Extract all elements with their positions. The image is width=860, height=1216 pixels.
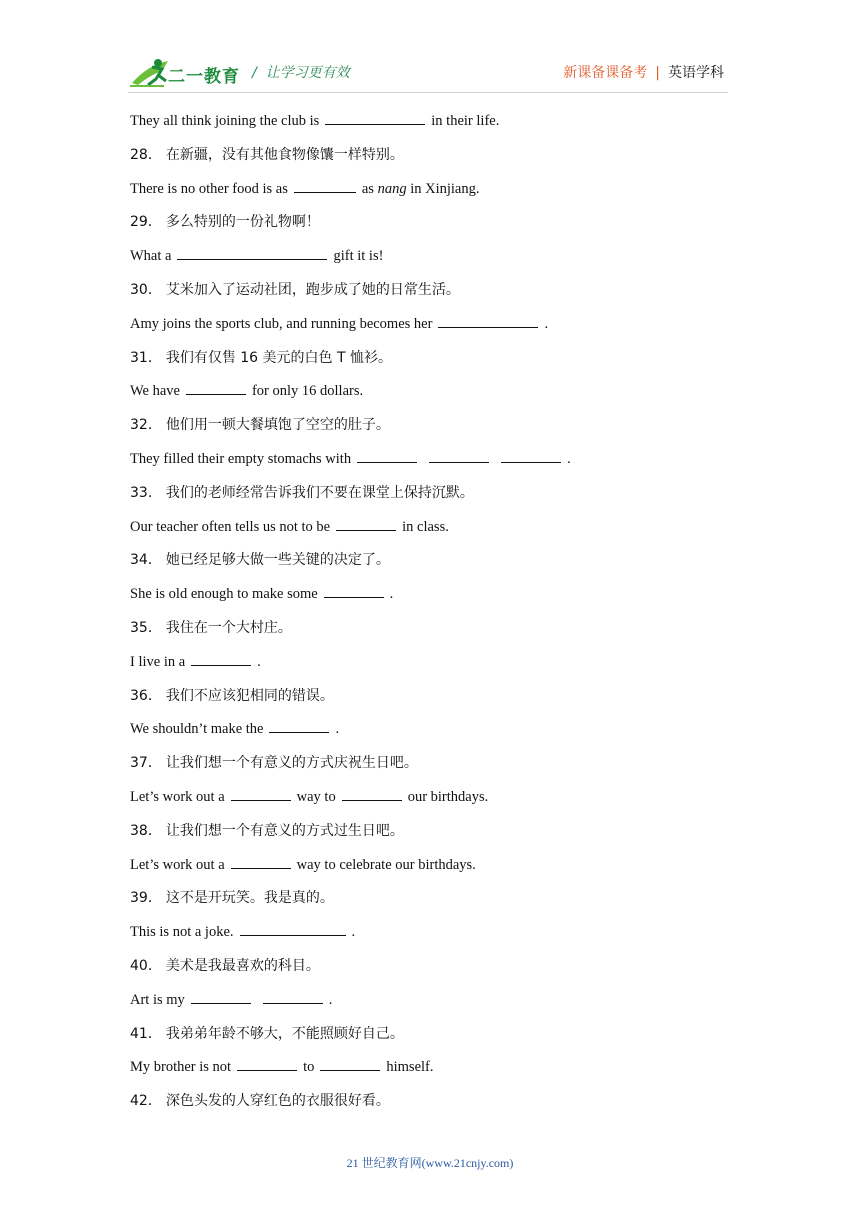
header-divider (128, 92, 728, 93)
question-37: 37． 让我们想一个有意义的方式庆祝生日吧。 (130, 755, 418, 772)
answer-blank (294, 178, 356, 193)
sentence-line: Art is my . (130, 989, 750, 1023)
sentence-line: They all think joining the club is in their life. (130, 110, 750, 144)
answer-blank (231, 854, 291, 869)
answer-blank (357, 448, 417, 463)
answer-blank (186, 380, 246, 395)
answer-blank (325, 110, 425, 125)
header-tag-prep: 新课备课备考 (563, 65, 648, 81)
question-42: 42． 深色头发的人穿红色的衣服很好看。 (130, 1093, 390, 1110)
answer-blank (231, 786, 291, 801)
header-separator: | (655, 65, 660, 81)
answer-blank (320, 1056, 380, 1071)
question-38: 38． 让我们想一个有意义的方式过生日吧。 (130, 822, 404, 839)
sentence-line: What a gift it is! (130, 245, 750, 279)
sentence-line: This is not a joke. . (130, 921, 750, 955)
logo-text: 二一教育 (168, 67, 240, 87)
answer-blank (438, 313, 538, 328)
answer-blank (191, 989, 251, 1004)
answer-blank (336, 516, 396, 531)
question-34: 34． 她已经足够大做一些关键的决定了。 (130, 552, 390, 569)
sentence-line: We have for only 16 dollars. (130, 380, 750, 414)
question-29: 29． 多么特别的一份礼物啊！ (130, 214, 320, 231)
exercise-list (130, 110, 750, 1124)
sentence-line: Amy joins the sports club, and running becomes her . (130, 313, 750, 347)
question-40: 40． 美术是我最喜欢的科目。 (130, 957, 320, 974)
page-footer: 21 世纪教育网(www.21cnjy.com) (346, 1156, 514, 1170)
question-41: 41． 我弟弟年龄不够大，不能照顾好自己。 (130, 1025, 404, 1042)
answer-blank (191, 651, 251, 666)
question-30: 30． 艾米加入了运动社团，跑步成了她的日常生活。 (130, 281, 460, 298)
question-33: 33． 我们的老师经常告诉我们不要在课堂上保持沉默。 (130, 484, 474, 501)
answer-blank (269, 718, 329, 733)
answer-blank (342, 786, 402, 801)
sentence-line: Let’s work out a way to celebrate our birthdays. (130, 854, 750, 888)
sentence-line: Let’s work out a way to our birthdays. (130, 786, 750, 820)
answer-blank (501, 448, 561, 463)
header-tag-subject: 英语学科 (668, 65, 724, 81)
answer-blank (177, 245, 327, 260)
sentence-line: I live in a . (130, 651, 750, 685)
sentence-line: My brother is not to himself. (130, 1056, 750, 1090)
answer-blank (429, 448, 489, 463)
question-32: 32． 他们用一顿大餐填饱了空空的肚子。 (130, 417, 390, 434)
question-31: 31． 我们有仅售 16 美元的白色 T 恤衫。 (130, 349, 392, 366)
page-header (0, 0, 860, 100)
sentence-line: There is no other food is as as nang in Xinjiang. (130, 178, 750, 212)
question-28: 28． 在新疆，没有其他食物像馕一样特别。 (130, 146, 404, 163)
question-35: 35． 我住在一个大村庄。 (130, 619, 292, 636)
answer-blank (263, 989, 323, 1004)
question-36: 36． 我们不应该犯相同的错误。 (130, 687, 334, 704)
sentence-line: She is old enough to make some . (130, 583, 750, 617)
sentence-line: Our teacher often tells us not to be in class. (130, 516, 750, 550)
header-right (563, 62, 724, 82)
sentence-line: We shouldn’t make the . (130, 718, 750, 752)
answer-blank (324, 583, 384, 598)
question-39: 39． 这不是开玩笑。我是真的。 (130, 890, 334, 907)
answer-blank (237, 1056, 297, 1071)
header-slogan: / 让学习更有效 (252, 65, 350, 81)
answer-blank (240, 921, 346, 936)
sentence-line: They filled their empty stomachs with . (130, 448, 750, 482)
